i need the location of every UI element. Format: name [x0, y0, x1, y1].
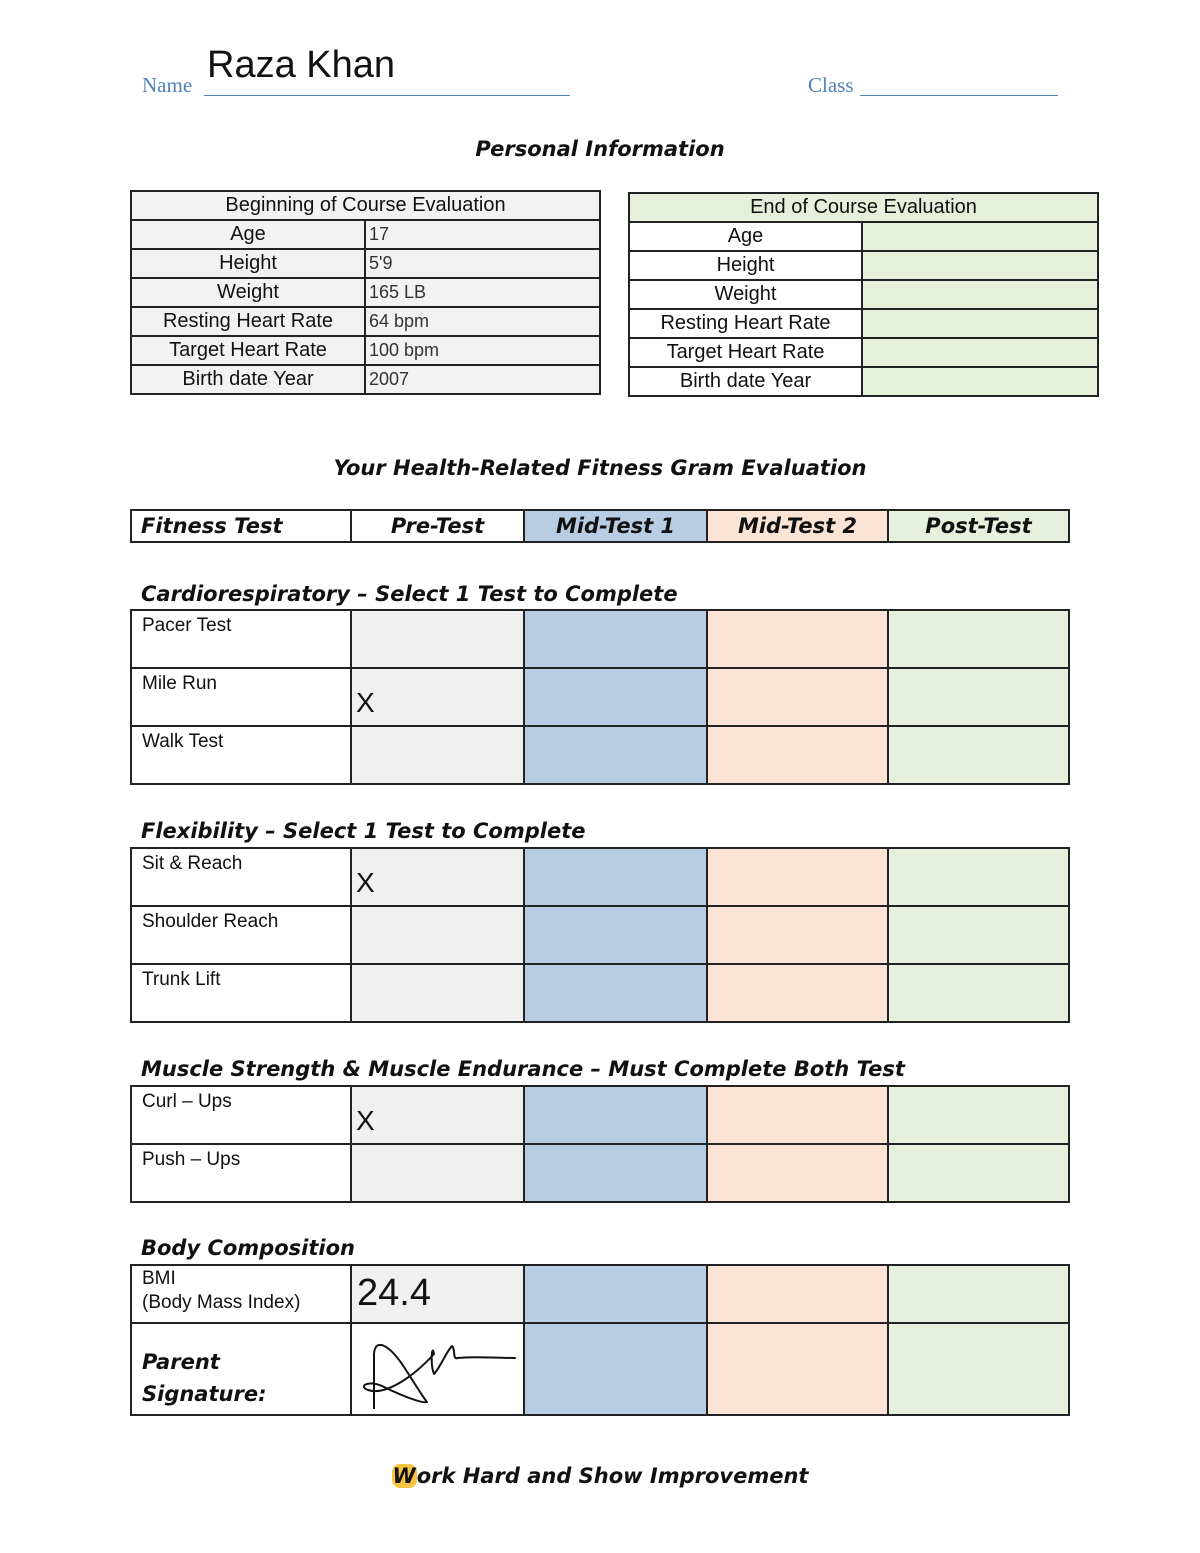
end-label: Target Heart Rate: [629, 338, 862, 367]
begin-value-resting-hr[interactable]: 64 bpm: [365, 307, 600, 336]
end-label: Age: [629, 222, 862, 251]
end-label: Birth date Year: [629, 367, 862, 396]
pre-test-cell[interactable]: [351, 668, 524, 726]
test-name: Mile Run: [131, 668, 351, 726]
post-test-cell[interactable]: [888, 964, 1069, 1022]
personal-information-title: Personal Information: [475, 137, 725, 161]
post-test-cell[interactable]: [888, 1144, 1069, 1202]
test-name: Sit & Reach: [131, 848, 351, 906]
flexibility-table: [130, 847, 1070, 1023]
end-value-birth-year[interactable]: [862, 367, 1098, 396]
pre-test-cell[interactable]: [351, 906, 524, 964]
mid-test-1-cell[interactable]: [524, 1144, 707, 1202]
mid-test-1-cell[interactable]: [524, 848, 707, 906]
begin-label: Target Heart Rate: [131, 336, 365, 365]
mid-test-2-cell[interactable]: [707, 726, 888, 784]
check-mark: X: [356, 867, 375, 898]
mid-test-2-cell[interactable]: [707, 1086, 888, 1144]
end-label: Weight: [629, 280, 862, 309]
mid-test-1-cell[interactable]: [524, 726, 707, 784]
check-mark: X: [356, 687, 375, 718]
begin-value-target-hr[interactable]: 100 bpm: [365, 336, 600, 365]
begin-label: Height: [131, 249, 365, 278]
table-row: [131, 610, 1069, 668]
table-row: [131, 848, 1069, 906]
name-underline: [204, 95, 570, 96]
fitness-header-row: [130, 509, 1070, 543]
end-value-weight[interactable]: [862, 280, 1098, 309]
post-test-cell[interactable]: [888, 1323, 1069, 1415]
table-row: [131, 726, 1069, 784]
begin-label: Birth date Year: [131, 365, 365, 394]
mid-test-2-cell[interactable]: [707, 610, 888, 668]
cardio-title: Cardiorespiratory – Select 1 Test to Complete: [141, 582, 678, 606]
test-name: Walk Test: [131, 726, 351, 784]
parent-signature-icon: [352, 1324, 522, 1409]
col-post-test: Post-Test: [889, 511, 1068, 541]
fitness-gram-title: Your Health-Related Fitness Gram Evaluation: [333, 456, 867, 480]
begin-value-height[interactable]: 5'9: [365, 249, 600, 278]
table-row: [131, 1323, 1069, 1415]
mid-test-2-cell[interactable]: [707, 848, 888, 906]
col-mid-test-1: Mid-Test 1: [525, 511, 708, 541]
col-pre-test: Pre-Test: [352, 511, 525, 541]
mid-test-2-cell[interactable]: [707, 1265, 888, 1323]
end-value-height[interactable]: [862, 251, 1098, 280]
class-label: Class: [808, 73, 854, 97]
post-test-cell[interactable]: [888, 1265, 1069, 1323]
signature-label-line-2: Signature:: [142, 1382, 267, 1406]
footer-motto: [0, 1464, 1200, 1488]
test-name: Trunk Lift: [131, 964, 351, 1022]
mid-test-1-cell[interactable]: [524, 1086, 707, 1144]
end-value-target-hr[interactable]: [862, 338, 1098, 367]
begin-eval-table: [130, 190, 601, 395]
begin-eval-title: Beginning of Course Evaluation: [131, 191, 600, 220]
post-test-cell[interactable]: [888, 610, 1069, 668]
signature-label-line-1: Parent: [142, 1350, 220, 1374]
table-row: [131, 964, 1069, 1022]
test-name: Pacer Test: [131, 610, 351, 668]
cardio-table: [130, 609, 1070, 785]
bmi-value: 24.4: [357, 1272, 431, 1314]
signature-label: [131, 1323, 351, 1415]
pre-test-cell[interactable]: [351, 1265, 524, 1323]
post-test-cell[interactable]: [888, 726, 1069, 784]
post-test-cell[interactable]: [888, 668, 1069, 726]
mid-test-2-cell[interactable]: [707, 668, 888, 726]
begin-value-birth-year[interactable]: 2007: [365, 365, 600, 394]
class-underline[interactable]: [860, 95, 1058, 96]
post-test-cell[interactable]: [888, 848, 1069, 906]
mid-test-2-cell[interactable]: [707, 906, 888, 964]
test-name: Shoulder Reach: [131, 906, 351, 964]
footer-text: ork Hard and Show Improvement: [416, 1464, 809, 1488]
mid-test-1-cell[interactable]: [524, 610, 707, 668]
name-label: Name: [142, 73, 193, 97]
pre-test-cell[interactable]: [351, 610, 524, 668]
mid-test-1-cell[interactable]: [524, 1323, 707, 1415]
muscle-title: Muscle Strength & Muscle Endurance – Must Complete Both Test: [141, 1057, 905, 1081]
mid-test-1-cell[interactable]: [524, 906, 707, 964]
begin-label: Resting Heart Rate: [131, 307, 365, 336]
begin-value-weight[interactable]: 165 LB: [365, 278, 600, 307]
mid-test-2-cell[interactable]: [707, 964, 888, 1022]
table-row: [131, 906, 1069, 964]
mid-test-2-cell[interactable]: [707, 1323, 888, 1415]
test-name: Curl – Ups: [131, 1086, 351, 1144]
name-value[interactable]: Raza Khan: [207, 44, 396, 86]
mid-test-1-cell[interactable]: [524, 964, 707, 1022]
table-row: [131, 1144, 1069, 1202]
check-mark: X: [356, 1105, 375, 1136]
highlighted-letter: W: [392, 1464, 416, 1488]
post-test-cell[interactable]: [888, 906, 1069, 964]
bmi-label: [131, 1265, 351, 1323]
end-value-age[interactable]: [862, 222, 1098, 251]
mid-test-1-cell[interactable]: [524, 1265, 707, 1323]
pre-test-cell[interactable]: [351, 848, 524, 906]
body-composition-title: Body Composition: [141, 1236, 355, 1260]
begin-label: Age: [131, 220, 365, 249]
end-eval-table: [628, 192, 1099, 397]
end-label: Resting Heart Rate: [629, 309, 862, 338]
pre-test-cell[interactable]: [351, 1144, 524, 1202]
pre-test-cell[interactable]: [351, 726, 524, 784]
begin-value-age[interactable]: 17: [365, 220, 600, 249]
mid-test-1-cell[interactable]: [524, 668, 707, 726]
post-test-cell[interactable]: [888, 1086, 1069, 1144]
table-row: [131, 668, 1069, 726]
flexibility-title: Flexibility – Select 1 Test to Complete: [141, 819, 586, 843]
table-row: [131, 1086, 1069, 1144]
begin-label: Weight: [131, 278, 365, 307]
test-name: Push – Ups: [131, 1144, 351, 1202]
col-mid-test-2: Mid-Test 2: [708, 511, 889, 541]
bmi-label-line-2: (Body Mass Index): [142, 1292, 301, 1313]
end-label: Height: [629, 251, 862, 280]
table-row: [131, 1265, 1069, 1323]
pre-test-cell[interactable]: [351, 1086, 524, 1144]
end-value-resting-hr[interactable]: [862, 309, 1098, 338]
mid-test-2-cell[interactable]: [707, 1144, 888, 1202]
muscle-table: [130, 1085, 1070, 1203]
pre-test-cell[interactable]: [351, 964, 524, 1022]
end-eval-title: End of Course Evaluation: [629, 193, 1098, 222]
body-composition-table: [130, 1264, 1070, 1416]
bmi-label-line-1: BMI: [142, 1268, 176, 1289]
col-fitness-test: Fitness Test: [132, 511, 352, 541]
signature-cell[interactable]: [351, 1323, 524, 1415]
